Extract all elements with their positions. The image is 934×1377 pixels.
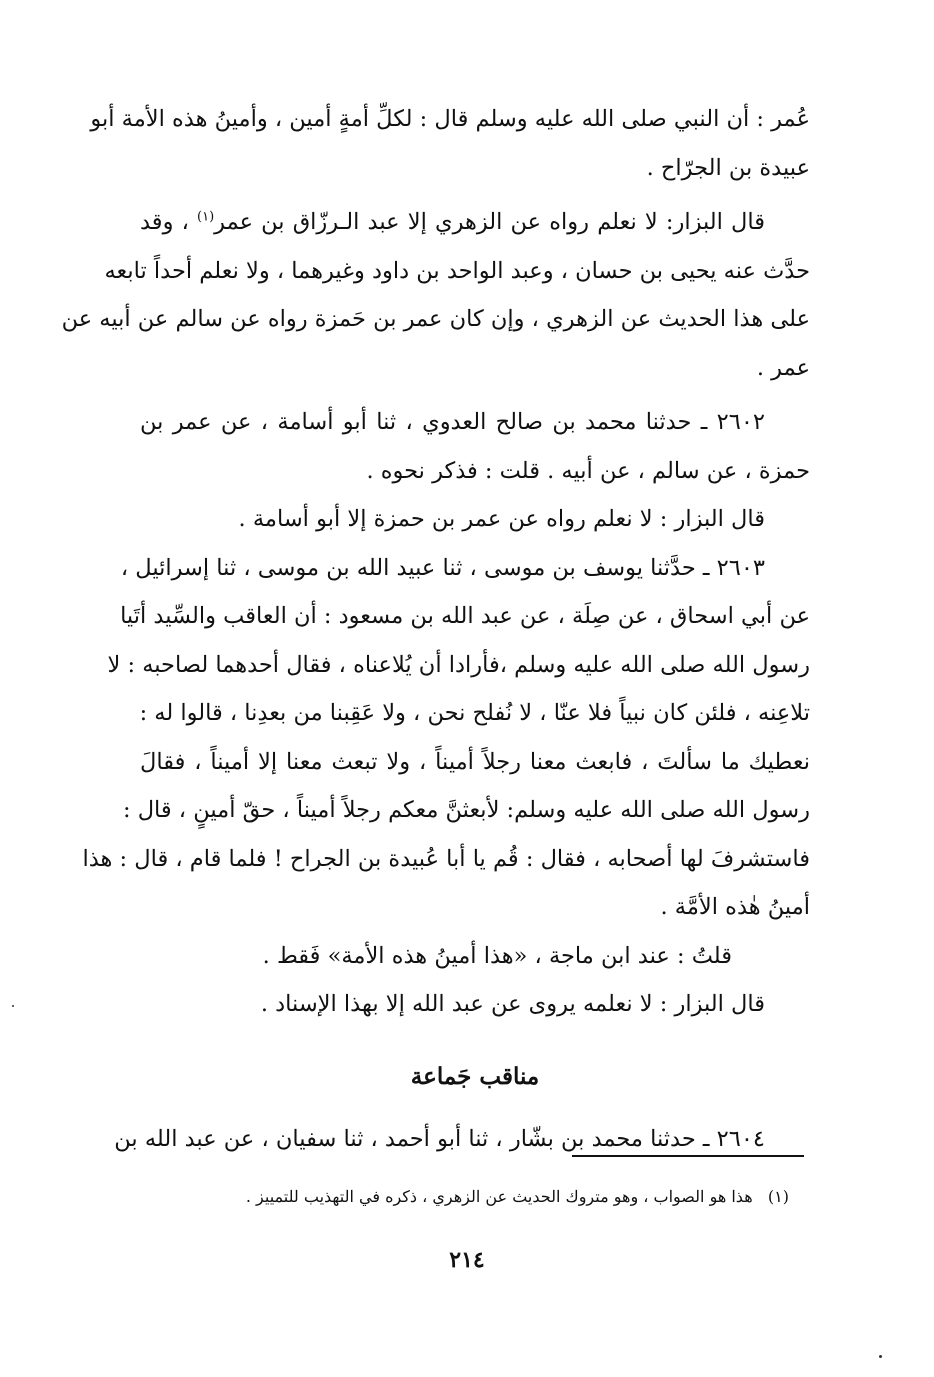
text-line: قلتُ : عند ابن ماجة ، «هذا أمينُ هذه الأمة» فَقط . — [262, 942, 732, 969]
text-line: رسول الله صلى الله عليه وسلم ،فأرادا أن يُلاعناه ، فقال أحدهما لصاحبه : لا — [107, 651, 810, 678]
text-line: قال البزار : لا نعلمه يروى عن عبد الله إلا بهذا الإسناد . — [260, 991, 765, 1017]
text-line: عبيدة بن الجرّاح . — [646, 154, 810, 181]
text-line: رسول الله صلى الله عليه وسلم: لأبعثنَّ معكم رجلاً أميناً ، حقّ أمينٍ ، قال : — [122, 797, 810, 823]
text-line: حمزة ، عن سالم ، عن أبيه . قلت : فذكر نحوه . — [366, 457, 810, 484]
text-line: نعطيك ما سألتَ ، فابعث معنا رجلاً أميناً ، ولا تبعث معنا إلا أميناً ، فقالَ — [140, 748, 810, 775]
hadith-number-line: ٢٦٠٤ ـ حدثنا محمد بن بشّار ، ثنا أبو أحمد ، ثنا سفيان ، عن عبد الله بن — [114, 1125, 765, 1152]
text-fragment: ، وقد — [140, 209, 198, 235]
page-number: ٢١٤ — [449, 1247, 485, 1273]
footnote-marker: (١) — [767, 1187, 789, 1206]
hadith-number-line: ٢٦٠٢ ـ حدثنا محمد بن صالح العدوي ، ثنا أبو أسامة ، عن عمر بن — [140, 409, 765, 435]
text-line: عن أبي اسحاق ، عن صِلَة ، عن عبد الله بن مسعود : أن العاقب والسِّيد أتَيا — [120, 603, 810, 629]
text-line: على هذا الحديث عن الزهري ، وإن كان عمر بن حَمزة رواه عن سالم عن أبيه عن — [61, 306, 810, 332]
text-fragment: قال البزار: لا نعلم رواه عن الزهري إلا عبد الـرزّاق بن عمر — [214, 209, 766, 235]
page-body — [61, 95, 810, 1163]
scan-speck — [12, 1005, 14, 1007]
text-line: عُمر : أن النبي صلى الله عليه وسلم قال : لكلِّ أمةٍ أمين ، وأمينُ هذه الأمة أبو — [90, 106, 810, 132]
footnote — [149, 1183, 789, 1211]
text-line: عمر . — [756, 354, 810, 381]
text-line: قال البزار : لا نعلم رواه عن عمر بن حمزة إلا أبو أسامة . — [238, 506, 765, 532]
footnote-separator — [572, 1155, 804, 1157]
text-line: فاستشرفَ لها أصحابه ، فقال : قُم يا أبا عُبيدة بن الجراح ! فلما قام ، قال : هذا — [82, 845, 810, 872]
scan-speck — [879, 1355, 882, 1358]
text-line: حدَّث عنه يحيى بن حسان ، وعبد الواحد بن داود وغيرهما ، ولا نعلم أحداً تابعه — [104, 257, 810, 284]
text-line: أمينُ هٰذه الأمَّة . — [660, 894, 810, 920]
footnote-text: هذا هو الصواب ، وهو متروك الحديث عن الزهري ، ذكره في التهذيب للتمييز . — [245, 1187, 753, 1206]
text-line — [140, 198, 810, 247]
section-heading: مناقب جَماعة — [410, 1062, 540, 1090]
hadith-number-line: ٢٦٠٣ ـ حدَّثنا يوسف بن موسى ، ثنا عبيد الله بن موسى ، ثنا إسرائيل ، — [120, 554, 765, 581]
text-line: تلاعِنه ، فلئن كان نبياً فلا عنّا ، لا نُفلح نحن ، ولا عَقِبنا من بعدِنا ، قالوا له : — [139, 700, 810, 726]
footnote-reference: (١) — [197, 209, 215, 225]
